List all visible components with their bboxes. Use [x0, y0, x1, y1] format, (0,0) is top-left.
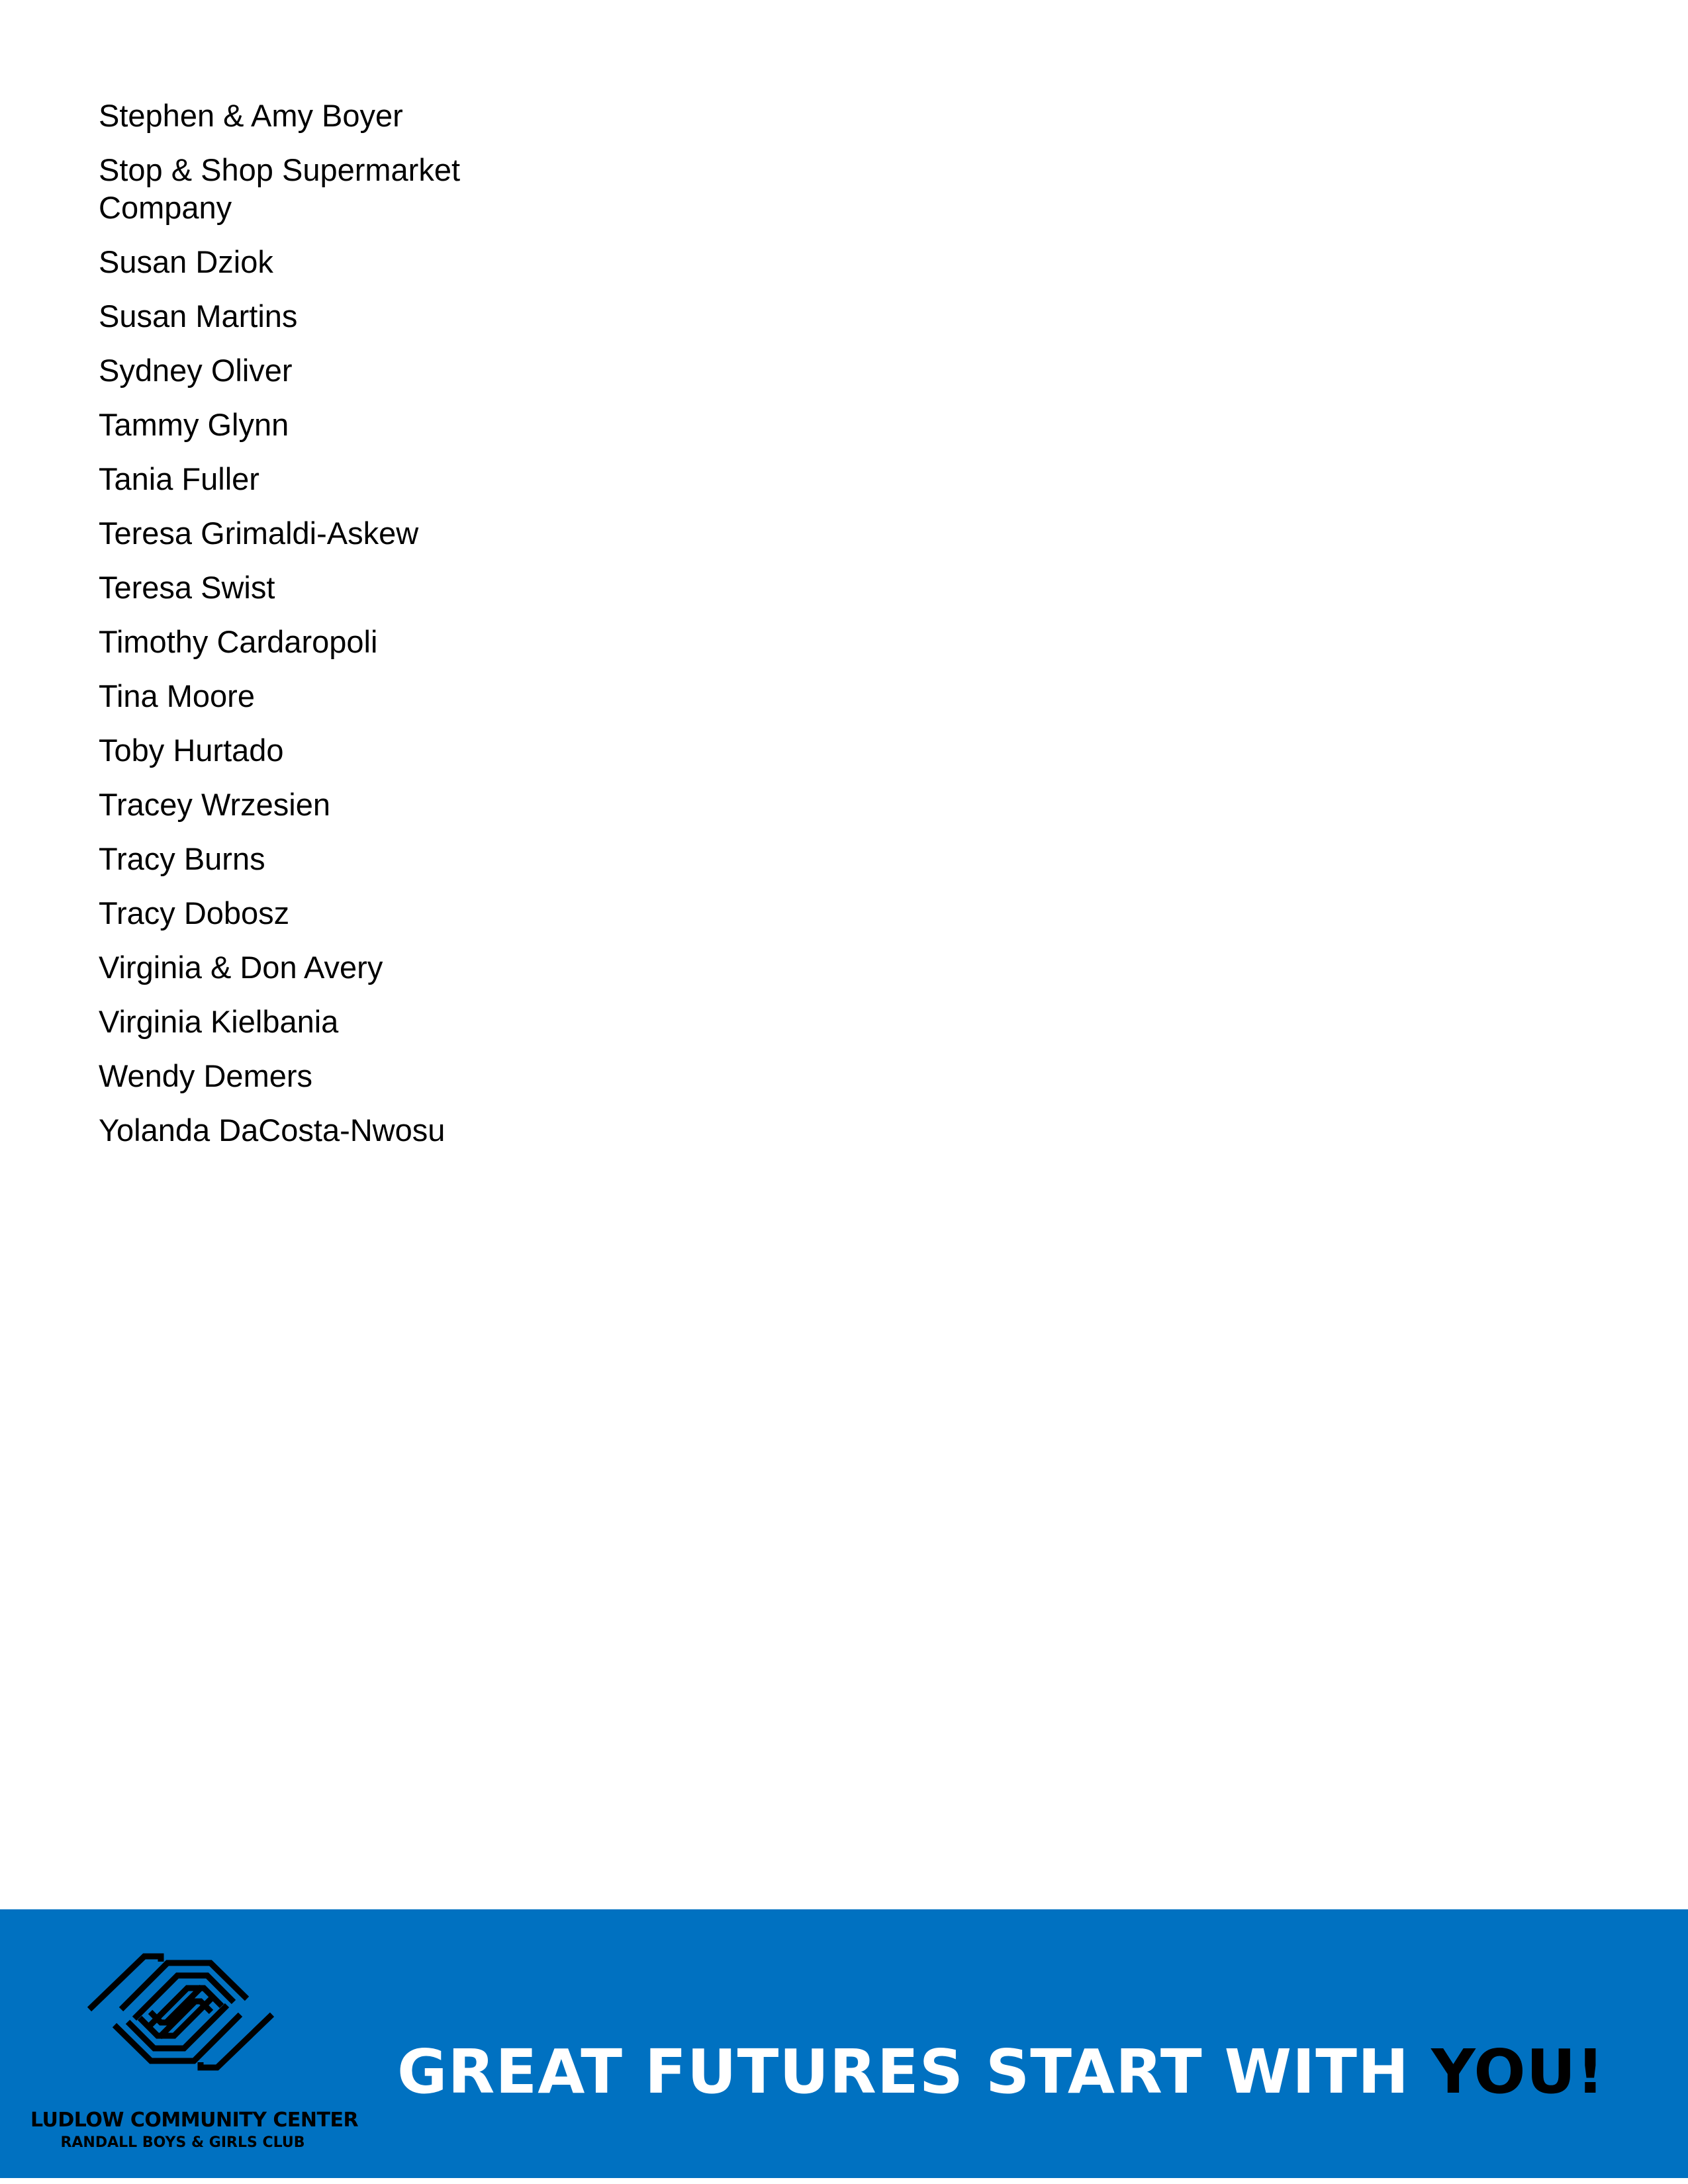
logo-text-randall-boys-girls-club: RANDALL BOYS & GIRLS CLUB	[60, 2134, 305, 2151]
club-logo	[30, 1946, 359, 2151]
tagline-main-text: GREAT FUTURES START WITH	[397, 2036, 1432, 2107]
donor-name: Sydney Oliver	[99, 353, 293, 388]
donor-name: Virginia Kielbania	[99, 1004, 339, 1039]
donor-name: Tracy Burns	[99, 841, 265, 876]
tagline-accent-text: YOU!	[1431, 2036, 1605, 2107]
donor-name: Virginia & Don Avery	[99, 950, 383, 985]
donor-name: Stop & Shop Supermarket Company	[99, 152, 461, 225]
donor-name: Tania Fuller	[99, 461, 259, 496]
donor-name: Teresa Grimaldi-Askew	[99, 516, 419, 551]
donor-name: Teresa Swist	[99, 570, 275, 605]
logo-text-ludlow-community-center: LUDLOW COMMUNITY CENTER	[30, 2109, 359, 2132]
donor-name: Stephen & Amy Boyer	[99, 98, 403, 133]
donor-name: Tammy Glynn	[99, 407, 289, 442]
donor-name: Susan Martins	[99, 298, 298, 334]
donor-name: Toby Hurtado	[99, 733, 284, 768]
donor-name: Susan Dziok	[99, 244, 273, 279]
donor-name: Yolanda DaCosta-Nwosu	[99, 1113, 445, 1148]
donor-list	[99, 97, 562, 1165]
donor-name: Wendy Demers	[99, 1058, 313, 1093]
tagline	[397, 2036, 1605, 2107]
donor-name: Tracy Dobosz	[99, 895, 290, 931]
footer-banner	[0, 1909, 1688, 2178]
donor-name: Tracey Wrzesien	[99, 787, 330, 822]
donor-name: Tina Moore	[99, 678, 255, 713]
donor-name: Timothy Cardaropoli	[99, 624, 378, 659]
boys-girls-club-hands-icon	[81, 1946, 280, 2078]
